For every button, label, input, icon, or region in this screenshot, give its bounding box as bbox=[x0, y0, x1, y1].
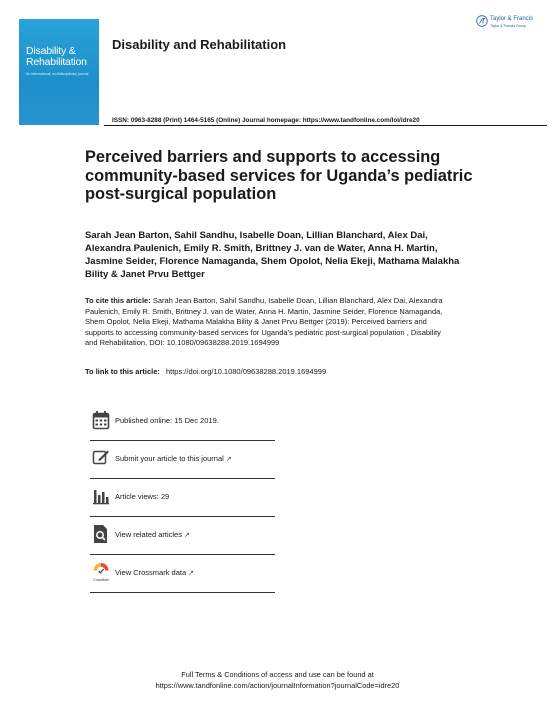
publisher-group: Taylor & Francis Group bbox=[490, 24, 526, 28]
related-articles-icon bbox=[92, 524, 110, 544]
footer-terms-link[interactable]: https://www.tandfonline.com/action/journalInformation?journalCode=idre20 bbox=[155, 680, 400, 690]
info-divider bbox=[90, 478, 275, 479]
footer bbox=[0, 670, 555, 691]
publisher-name: Taylor & Francis bbox=[490, 16, 534, 22]
journal-cover bbox=[19, 19, 99, 125]
related-articles-text: View related articles bbox=[115, 530, 182, 539]
published-online-text: Published online: 15 Dec 2019. bbox=[115, 416, 219, 425]
issn-line: ISSN: 0963-8288 (Print) 1464-5165 (Online) Journal homepage: https://www.tandfonline.com/loi/idre20 bbox=[112, 117, 420, 124]
external-link-icon: ↗ bbox=[183, 532, 190, 539]
crossmark-icon bbox=[92, 562, 110, 582]
article-doi-link[interactable]: https://doi.org/10.1080/09638288.2019.1694999 bbox=[165, 367, 327, 376]
citation-label: To cite this article: bbox=[85, 296, 151, 305]
cover-title: Disability & Rehabilitation bbox=[26, 45, 87, 68]
footer-terms-text: Full Terms & Conditions of access and use can be found at bbox=[181, 670, 374, 679]
external-link-icon: ↗ bbox=[188, 570, 195, 577]
info-divider bbox=[90, 516, 275, 517]
bar-chart-icon bbox=[92, 486, 110, 506]
header-divider bbox=[104, 125, 547, 126]
citation-block bbox=[85, 296, 453, 349]
crossmark-icon-text: CrossMark bbox=[93, 578, 109, 582]
published-online-item bbox=[90, 410, 275, 448]
submit-article-text: Submit your article to this journal bbox=[115, 454, 224, 463]
article-title: Perceived barriers and supports to accessing community-based services for Uganda’s pediatric post-surgical population bbox=[85, 148, 473, 203]
article-views-item bbox=[90, 486, 275, 524]
crossmark-link[interactable] bbox=[115, 568, 194, 577]
cover-subtitle: An international, multidisciplinary journal bbox=[26, 72, 89, 76]
crossmark-item[interactable] bbox=[90, 562, 275, 600]
calendar-icon bbox=[92, 410, 110, 430]
journal-name[interactable]: Disability and Rehabilitation bbox=[112, 37, 287, 52]
publisher-logo bbox=[476, 14, 546, 36]
external-link-icon: ↗ bbox=[225, 456, 232, 463]
publisher-logo-icon bbox=[476, 15, 488, 27]
submit-article-link[interactable] bbox=[115, 454, 232, 463]
citation-text: Sarah Jean Barton, Sahil Sandhu, Isabelle Doan, Lillian Blanchard, Alex Dai, Alexandra Paulenich, Emily R. Smith, Brittney J. van de Water, Anna H. Martin, Jasmine Seider, Florence Namaganda, Shem Opolot, Nelia Ekeji, Mathama Malakha Bility & Janet Prvu Bettger (2019): Perceived barriers and supports to accessing community-based services for Uganda’s pediatric post-surgical population , Disability and Rehabilitation, DOI: 10.1080/09638288.2019.1694999 bbox=[85, 296, 443, 347]
info-divider bbox=[90, 440, 275, 441]
edit-icon bbox=[92, 448, 110, 468]
related-articles-item[interactable] bbox=[90, 524, 275, 562]
article-link-line bbox=[85, 367, 326, 376]
info-divider bbox=[90, 592, 275, 593]
submit-article-item[interactable] bbox=[90, 448, 275, 486]
related-articles-link[interactable] bbox=[115, 530, 190, 539]
info-divider bbox=[90, 554, 275, 555]
crossmark-text: View Crossmark data bbox=[115, 568, 187, 577]
article-link-label: To link to this article: bbox=[85, 367, 160, 376]
article-views-text: Article views: 29 bbox=[115, 492, 170, 501]
author-list: Sarah Jean Barton, Sahil Sandhu, Isabelle Doan, Lillian Blanchard, Alex Dai, Alexandra Paulenich, Emily R. Smith, Brittney J. van de Water, Anna H. Martin, Jasmine Seider, Florence Namaganda, Shem Opolot, Nelia Ekeji, Mathama Malakha Bility & Janet Prvu Bettger bbox=[85, 230, 460, 280]
